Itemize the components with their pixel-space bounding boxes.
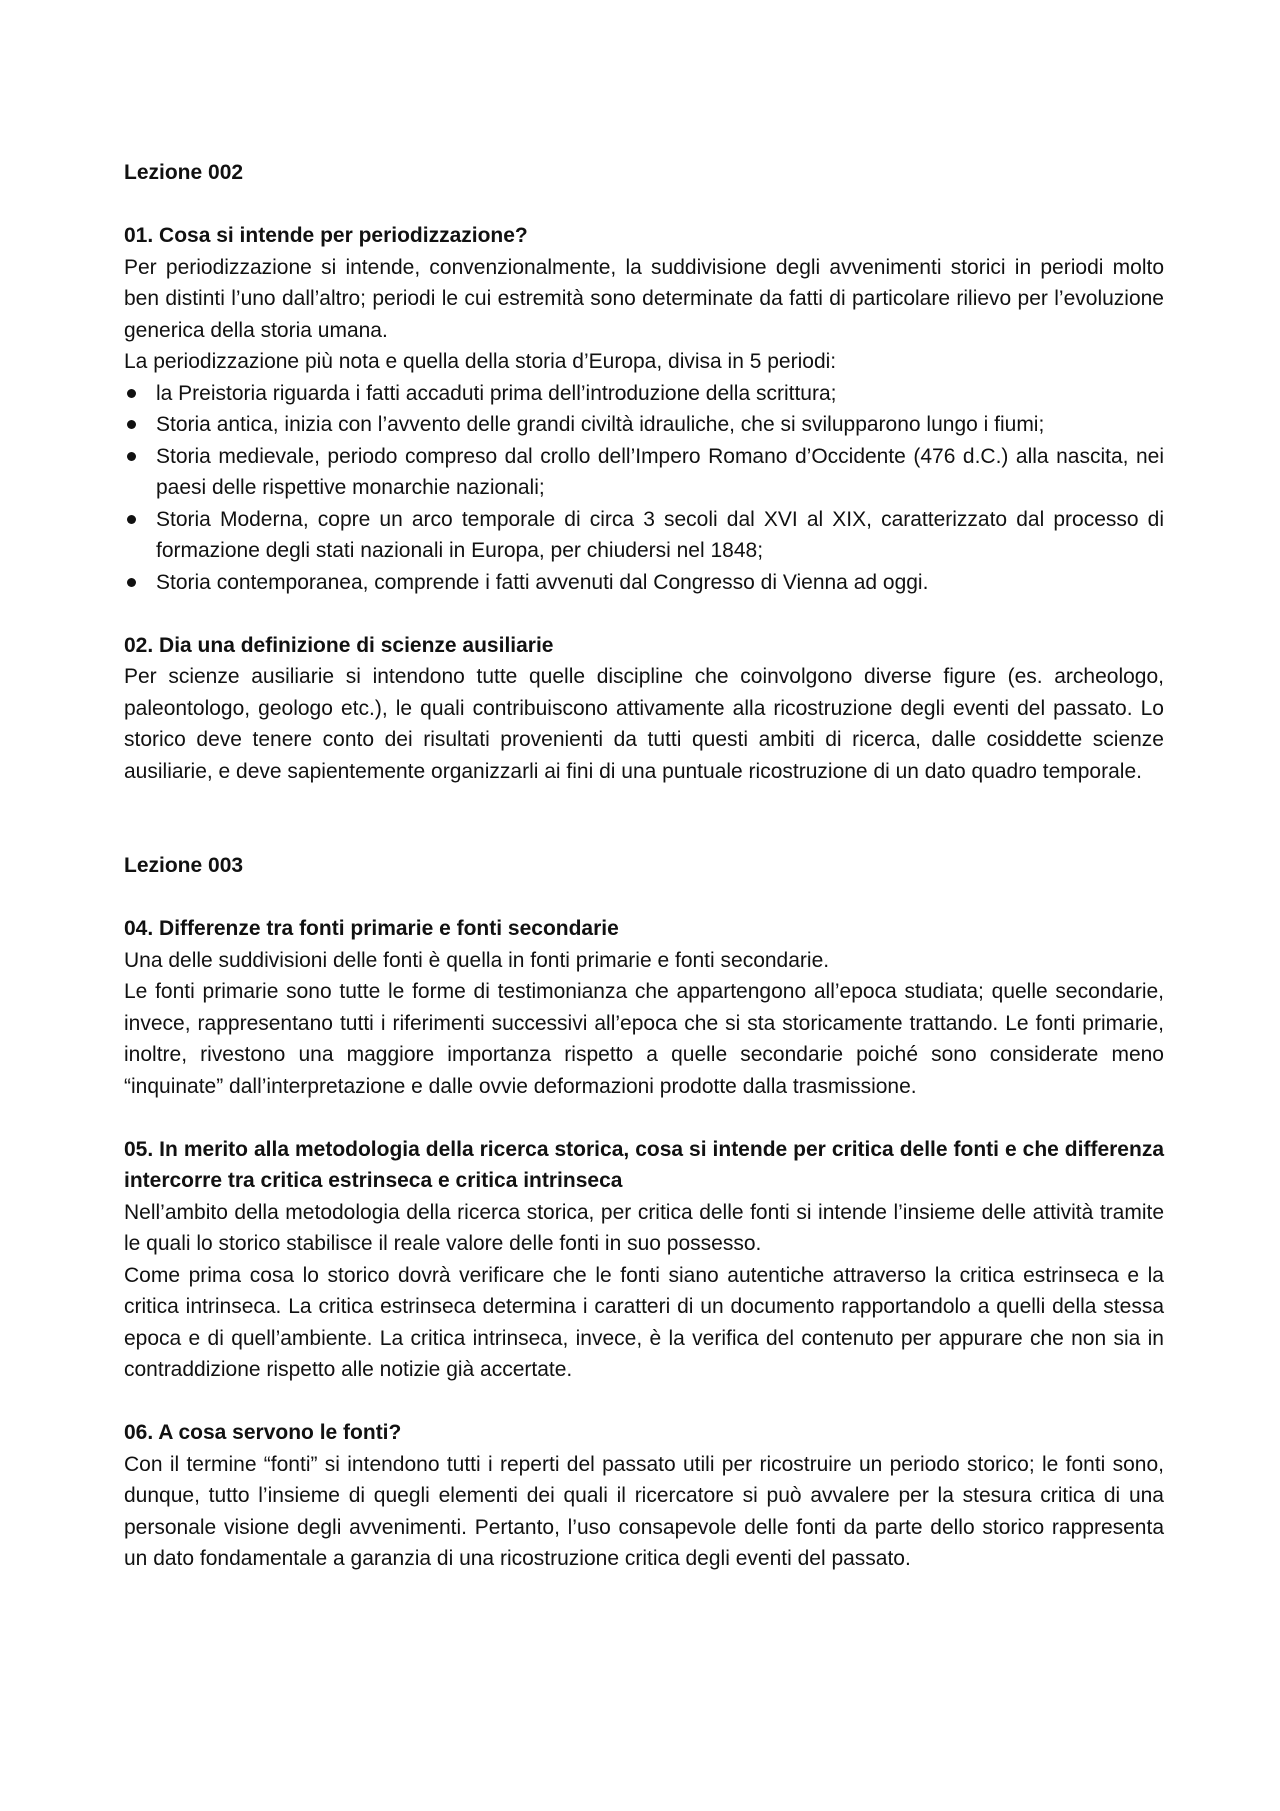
list-item	[124, 441, 1164, 504]
question-paragraph: Per scienze ausiliarie si intendono tutte quelle discipline che coinvolgono diverse figure (es. archeologo, paleontologo, geologo etc.), le quali contribuiscono attivamente alla ricostruzione degli eventi del passato. Lo storico deve tenere conto dei risultati provenienti da tutti questi ambiti di ricerca, dalle cosiddette scienze ausiliarie, e deve sapientemente organizzarli ai fini di una puntuale ricostruzione di un dato quadro temporale.	[124, 665, 1164, 783]
question-title: 01. Cosa si intende per periodizzazione?	[124, 224, 528, 247]
question-paragraph: Una delle suddivisioni delle fonti è quella in fonti primarie e fonti secondarie.	[124, 948, 830, 972]
question-paragraph: Con il termine “fonti” si intendono tutti i reperti del passato utili per ricostruire un periodo storico; le fonti sono, dunque, tutto l’insieme di quegli elementi dei quali il ricercatore si può avvalere per la stesura critica di una personale visione degli avvenimenti. Pertanto, l’uso consapevole delle fonti da parte dello storico rappresenta un dato fondamentale a garanzia di una ricostruzione critica degli eventi del passato.	[124, 1452, 1164, 1570]
list-item-text: Storia Moderna, copre un arco temporale di circa 3 secoli dal XVI al XIX, caratterizzato dal processo di formazione degli stati nazionali in Europa, per chiudersi nel 1848;	[156, 507, 1164, 562]
list-item	[124, 378, 1164, 410]
document-page	[124, 157, 1164, 1575]
lesson-title: Lezione 003	[124, 854, 244, 877]
spacer	[124, 1102, 1164, 1134]
bullet-icon	[127, 420, 136, 429]
spacer	[124, 787, 1164, 850]
lesson-title: Lezione 002	[124, 161, 244, 184]
bullet-icon	[127, 389, 136, 398]
bullet-icon	[127, 452, 136, 461]
bullet-icon	[127, 578, 136, 587]
spacer	[124, 189, 1164, 221]
question-paragraph: Le fonti primarie sono tutte le forme di testimonianza che appartengono all’epoca studiata; quelle secondarie, invece, rappresentano tutti i riferimenti successivi all’epoca che si sta storicamente trattando. Le fonti primarie, inoltre, rivestono una maggiore importanza rispetto a quelle secondarie poiché sono considerate meno “inquinate” dall’interpretazione e dalle ovvie deformazioni prodotte dalla trasmissione.	[124, 980, 1164, 1098]
question-paragraph: La periodizzazione più nota e quella della storia d’Europa, divisa in 5 periodi:	[124, 350, 837, 373]
spacer	[124, 882, 1164, 914]
list-item-text: la Preistoria riguarda i fatti accaduti prima dell’introduzione della scrittura;	[156, 381, 837, 405]
question-title: 06. A cosa servono le fonti?	[124, 1421, 402, 1444]
list-item-text: Storia contemporanea, comprende i fatti avvenuti dal Congresso di Vienna ad oggi.	[156, 570, 929, 594]
question-paragraph: Come prima cosa lo storico dovrà verificare che le fonti siano autentiche attraverso la critica estrinseca e la critica intrinseca. La critica estrinseca determina i caratteri di un documento rapportandolo a quelli della stessa epoca e di quell’ambiente. La critica intrinseca, invece, è la verifica del contenuto per appurare che non sia in contraddizione rispetto alle notizie già accertate.	[124, 1263, 1164, 1381]
list-item	[124, 567, 1164, 599]
question-title: 02. Dia una definizione di scienze ausiliarie	[124, 633, 554, 657]
question-title: 05. In merito alla metodologia della ricerca storica, cosa si intende per critica delle fonti e che differenza intercorre tra critica estrinseca e critica intrinseca	[124, 1137, 1164, 1192]
periods-list	[124, 378, 1164, 599]
question-paragraph: Per periodizzazione si intende, convenzionalmente, la suddivisione degli avvenimenti storici in periodi molto ben distinti l’uno dall’altro; periodi le cui estremità sono determinate da fatti di particolare rilievo per l’evoluzione generica della storia umana.	[124, 255, 1164, 342]
question-title: 04. Differenze tra fonti primarie e fonti secondarie	[124, 917, 619, 940]
list-item-text: Storia medievale, periodo compreso dal crollo dell’Impero Romano d’Occidente (476 d.C.) alla nascita, nei paesi delle rispettive monarchie nazionali;	[156, 444, 1164, 499]
list-item	[124, 409, 1164, 441]
bullet-icon	[127, 515, 136, 524]
spacer	[124, 1386, 1164, 1418]
question-paragraph: Nell’ambito della metodologia della ricerca storica, per critica delle fonti si intende l’insieme delle attività tramite le quali lo storico stabilisce il reale valore delle fonti in suo possesso.	[124, 1200, 1164, 1255]
spacer	[124, 598, 1164, 630]
list-item	[124, 504, 1164, 567]
list-item-text: Storia antica, inizia con l’avvento delle grandi civiltà idrauliche, che si svilupparono lungo i fiumi;	[156, 413, 1045, 436]
